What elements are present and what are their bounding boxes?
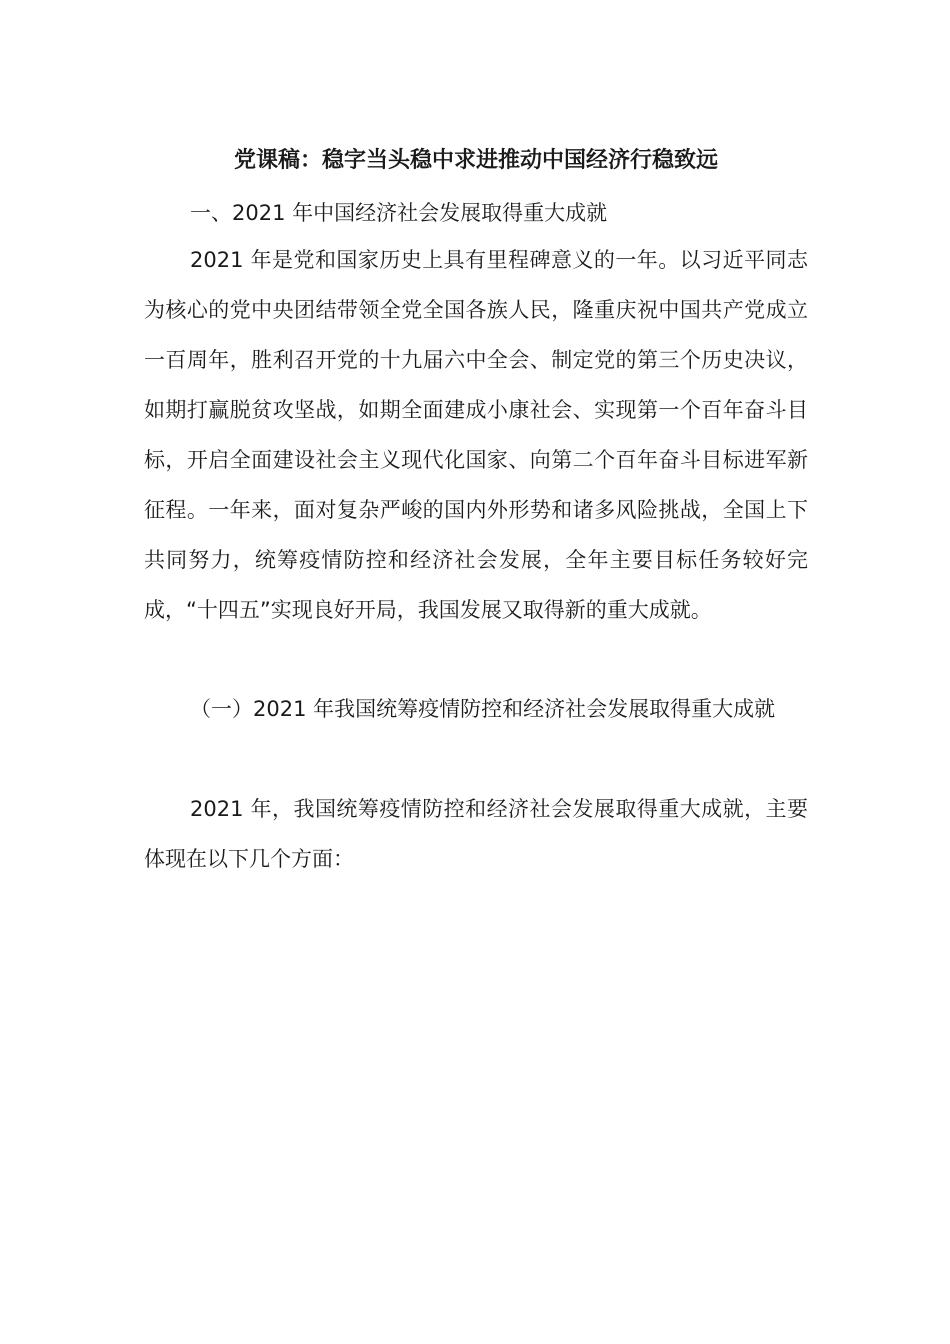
section-heading: 一、2021 年中国经济社会发展取得重大成就 bbox=[190, 201, 608, 225]
subsection-heading: （一）2021 年我国统筹疫情防控和经济社会发展取得重大成就 bbox=[190, 697, 776, 721]
document-title: 党课稿：稳字当头稳中求进推动中国经济行稳致远 bbox=[233, 148, 718, 173]
paragraph-summary: 2021 年，我国统筹疫情防控和经济社会发展取得重大成就，主要体现在以下几个方面： bbox=[144, 797, 808, 871]
paragraph-intro: 2021 年是党和国家历史上具有里程碑意义的一年。以习近平同志为核心的党中央团结带领全党全国各族人民，隆重庆祝中国共产党成立一百周年，胜利召开党的十九届六中全会、制定党的第三个历史决议，如期打赢脱贫攻坚战，如期全面建成小康社会、实现第一个百年奋斗目标，开启全面建设社会主义现代化国家、向第二个百年奋斗目标进军新征程。一年来，面对复杂严峻的国内外形势和诸多风险挑战，全国上下共同努力，统筹疫情防控和经济社会发展，全年主要目标任务较好完成，“十四五”实现良好开局，我国发展又取得新的重大成就。 bbox=[144, 248, 808, 622]
